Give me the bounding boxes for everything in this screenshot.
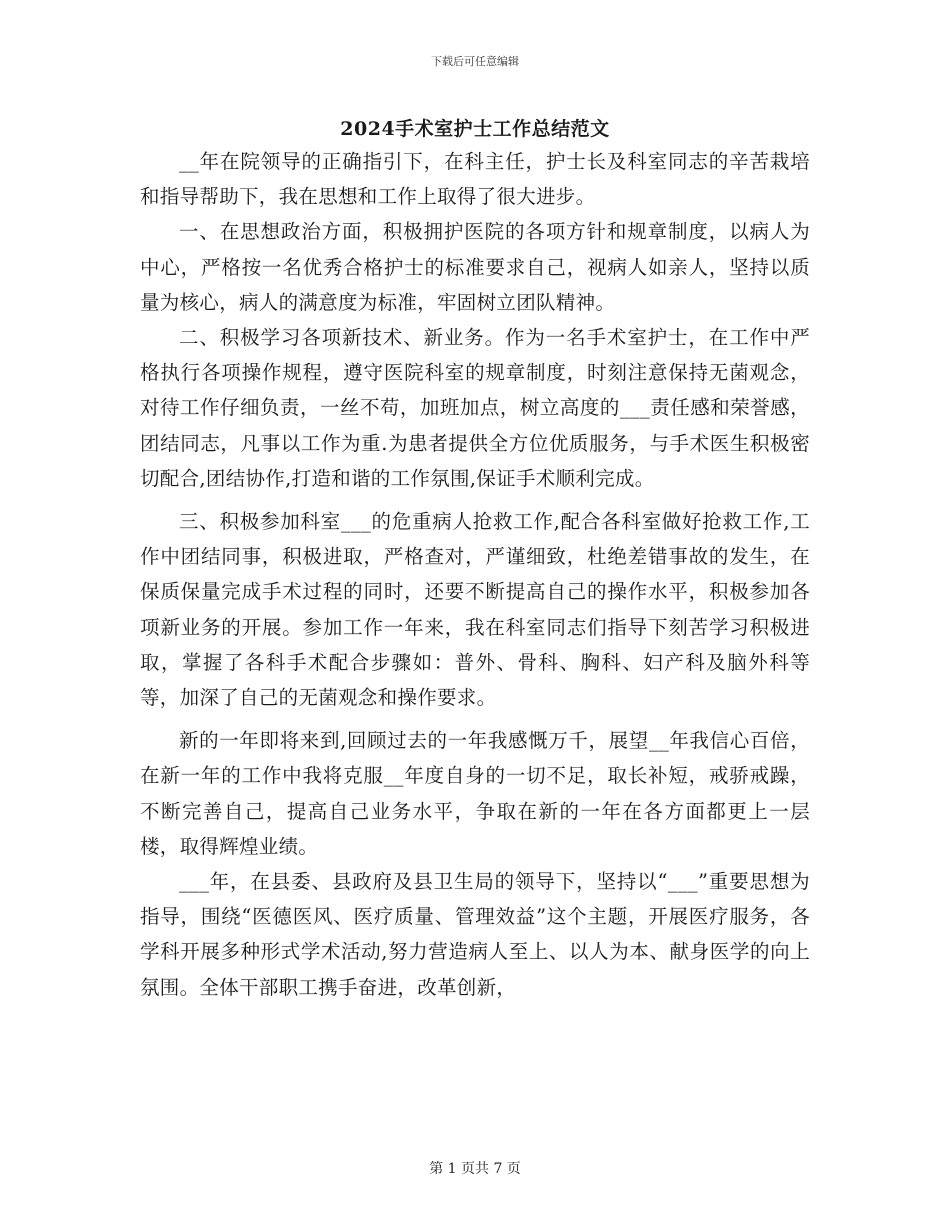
- paragraph-political: 一、在思想政治方面，积极拥护医院的各项方针和规章制度，以病人为中心，严格按一名优秀合格护士的标准要求自己，视病人如亲人，坚持以质量为核心，病人的满意度为标准，牢固树立团队精神。: [140, 220, 810, 314]
- document-title: 2024手术室护士工作总结范文: [340, 118, 610, 140]
- document-body: [140, 144, 810, 1005]
- paragraph-county: ___年，在县委、县政府及县卫生局的领导下，坚持以“___”重要思想为指导，围绕“医德医风、医疗质量、管理效益”这个主题，开展医疗服务，各学科开展多种形式学术活动,努力营造病人至上、以人为本、献身医学的向上氛围。全体干部职工携手奋进，改革创新，: [140, 870, 810, 999]
- header-note: 下载后可任意编辑: [431, 55, 519, 68]
- paragraph-rescue: 三、积极参加科室___的危重病人抢救工作,配合各科室做好抢救工作,工作中团结同事，积极进取，严格查对，严谨细致，杜绝差错事故的发生，在保质保量完成手术过程的同时，还要不断提高自己的操作水平，积极参加各项新业务的开展。参加工作一年来，我在科室同志们指导下刻苦学习积极进取，掌握了各科手术配合步骤如：普外、骨科、胸科、妇产科及脑外科等等，加深了自己的无菌观念和操作要求。: [140, 510, 810, 710]
- page-footer: 第 1 页共 7 页: [429, 1161, 521, 1177]
- paragraph-intro: __年在院领导的正确指引下，在科主任，护士长及科室同志的辛苦栽培和指导帮助下，我在思想和工作上取得了很大进步。: [140, 150, 810, 209]
- paragraph-learning: 二、积极学习各项新技术、新业务。作为一名手术室护士，在工作中严格执行各项操作规程，遵守医院科室的规章制度，时刻注意保持无菌观念，对待工作仔细负责，一丝不苟，加班加点，树立高度的___责任感和荣誉感，团结同志，凡事以工作为重.为患者提供全方位优质服务，与手术医生积极密切配合,团结协作,打造和谐的工作氛围,保证手术顺利完成。: [140, 326, 810, 490]
- paragraph-new-year: 新的一年即将来到,回顾过去的一年我感慨万千，展望__年我信心百倍，在新一年的工作中我将克服__年度自身的一切不足，取长补短，戒骄戒躁，不断完善自己，提高自己业务水平，争取在新的一年在各方面都更上一层楼，取得辉煌业绩。: [140, 729, 810, 858]
